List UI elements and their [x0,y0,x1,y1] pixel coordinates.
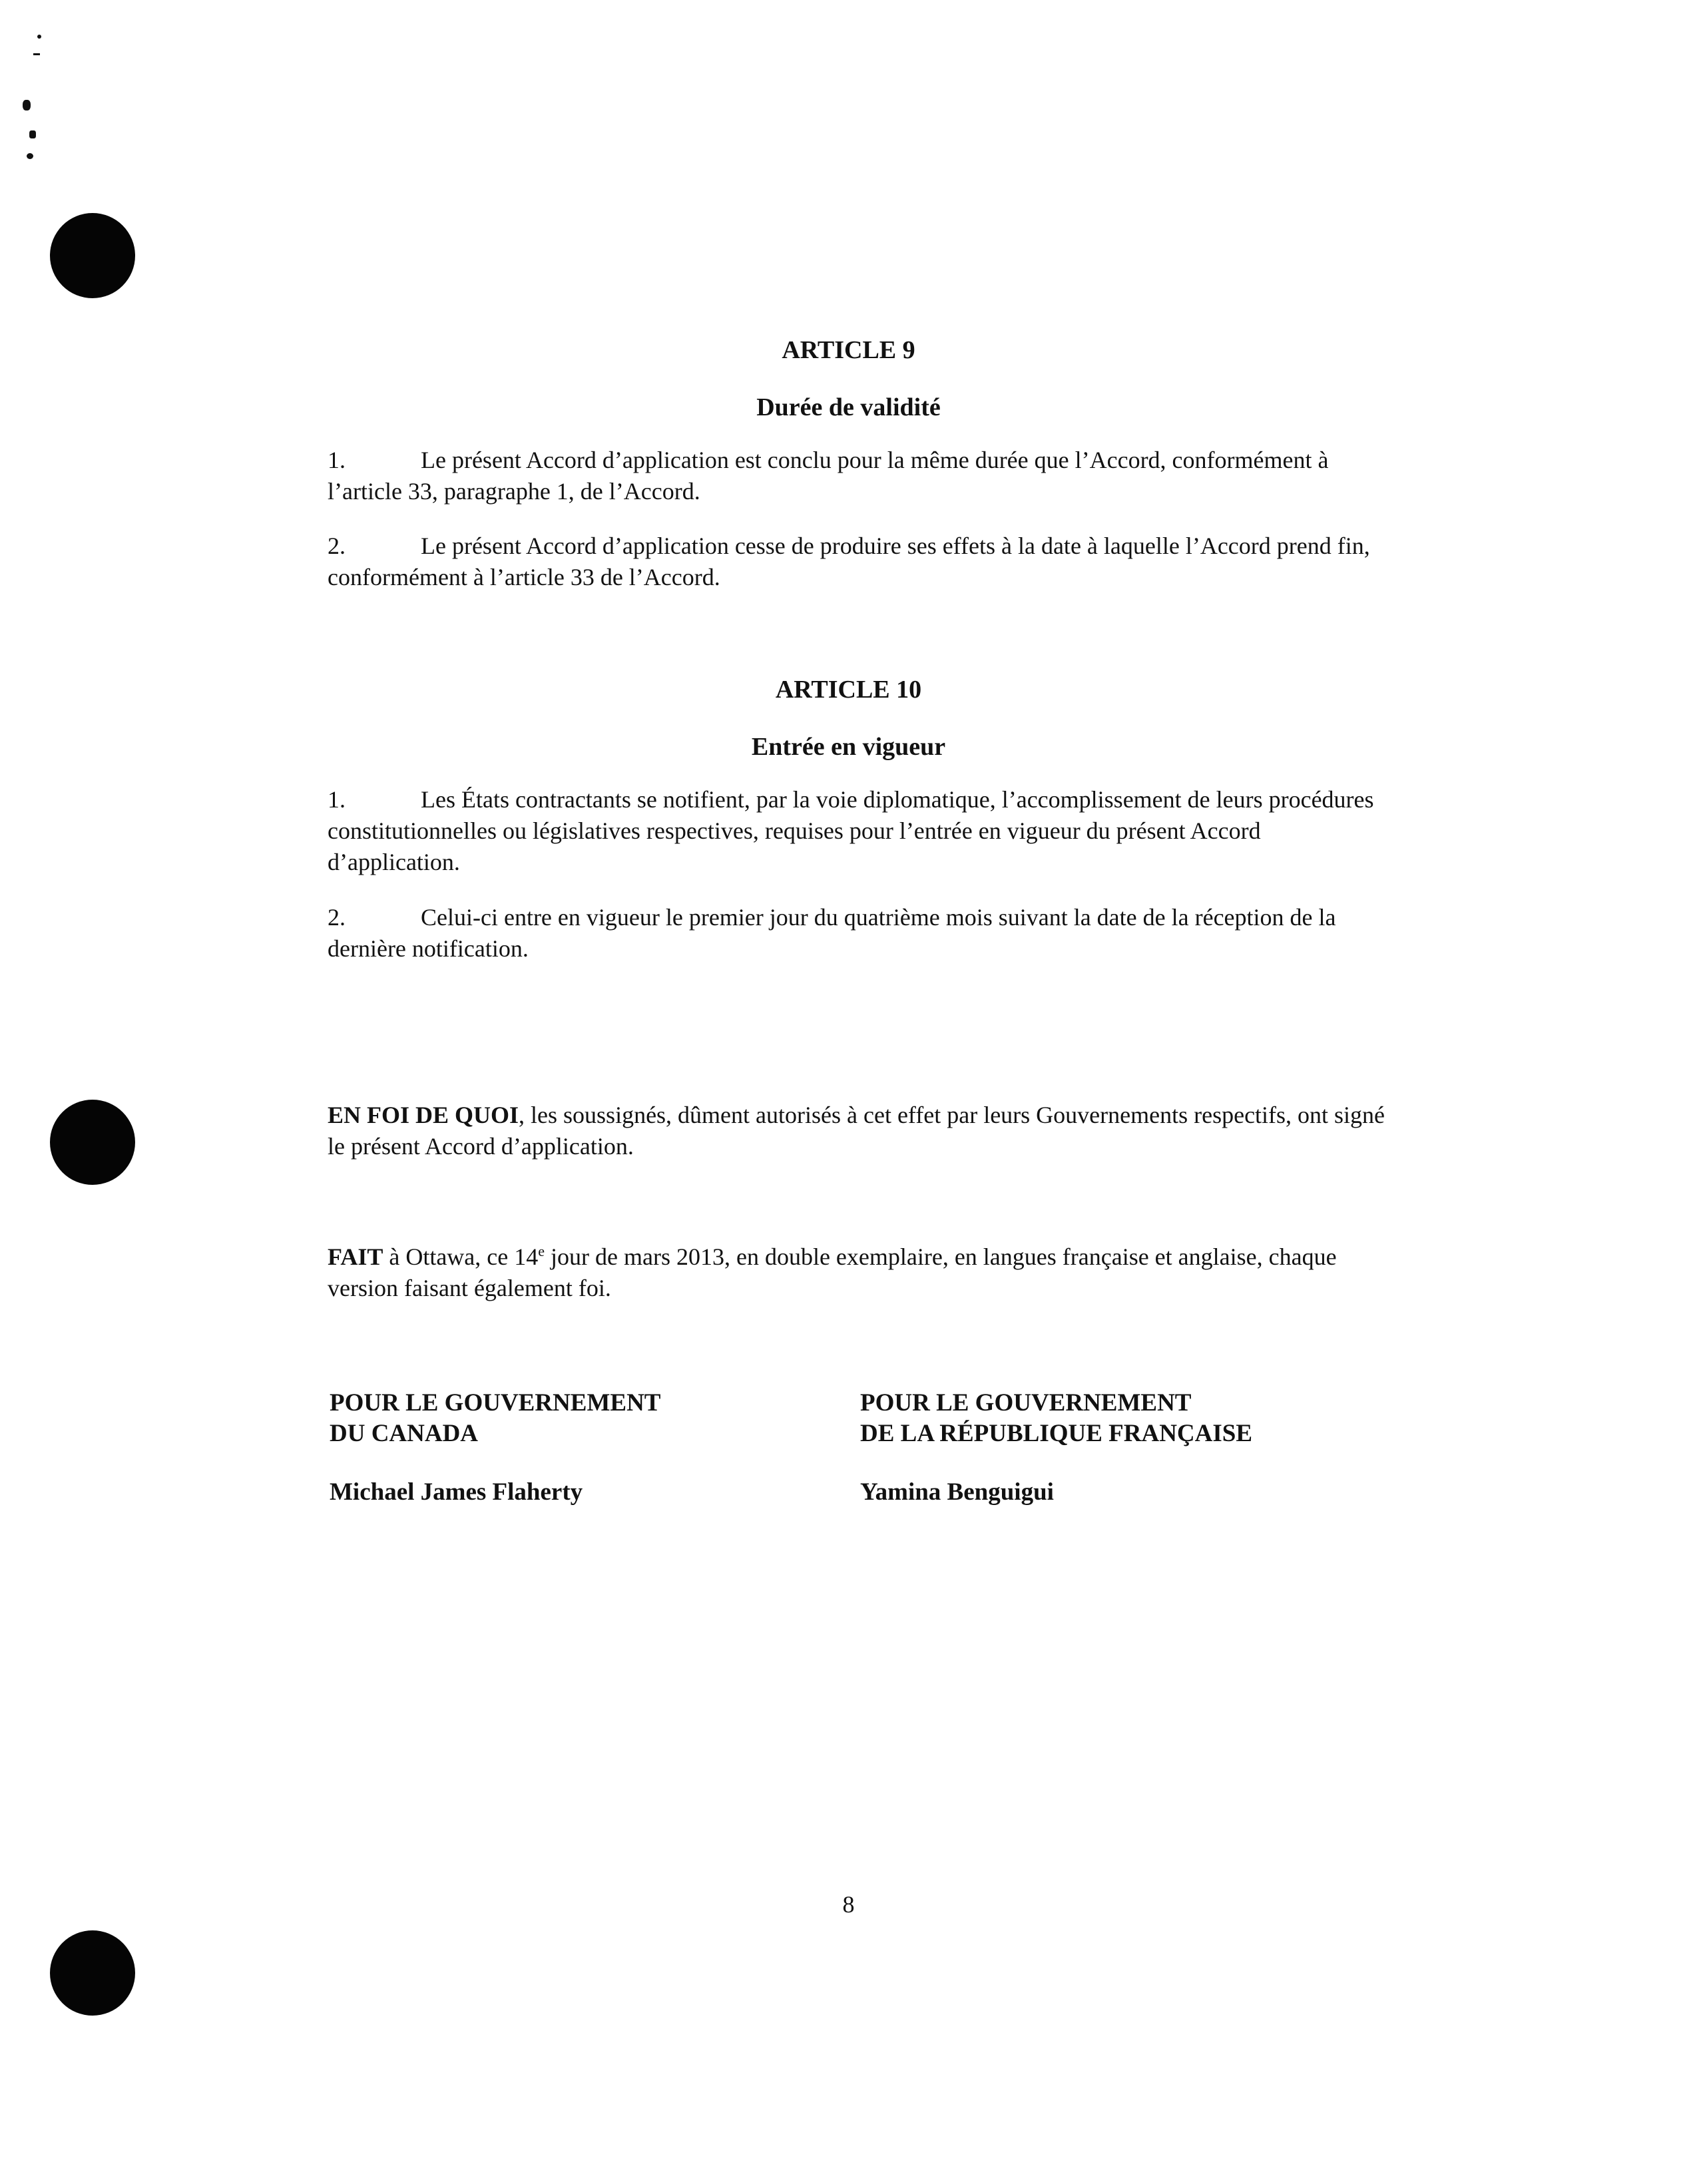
done-superscript: e [538,1243,545,1259]
signature-block-france [860,1388,1252,1508]
article-10-paragraph-1 [328,784,1393,878]
witness-clause [328,1100,1393,1162]
signature-canada-line1: POUR LE GOUVERNEMENT [330,1389,661,1417]
signature-block-canada [330,1388,660,1508]
witness-lead: EN FOI DE QUOI [328,1102,519,1128]
scan-speck [29,130,36,138]
punch-hole-middle [50,1100,135,1185]
article-10-paragraph-2 [328,902,1393,965]
article-10-title: ARTICLE 10 [775,676,922,704]
scan-speck [23,100,31,110]
paragraph-text: Le présent Accord d’application est conclu pour la même durée que l’Accord, conformément à l’article 33, paragraphe 1, de l’Accord. [328,447,1329,505]
paragraph-text: Le présent Accord d’application cesse de produire ses effets à la date à laquelle l’Accord prend fin, conformément à l’article 33 de l’Accord. [328,533,1370,590]
signatory-name-france: Yamina Benguigui [860,1478,1054,1506]
done-text-after: jour de mars 2013, en double exemplaire, en langues française et anglaise, chaque version faisant également foi. [328,1243,1337,1301]
punch-hole-bottom [50,1930,135,2016]
done-text-before: à Ottawa, ce 14 [383,1243,539,1270]
paragraph-number: 1. [328,447,346,473]
witness-text: , les soussignés, dûment autorisés à cet effet par leurs Gouvernements respectifs, ont signé le présent Accord d’application. [328,1102,1385,1160]
article-9-subtitle: Durée de validité [756,393,941,421]
article-10-subtitle: Entrée en vigueur [751,733,946,761]
done-clause [328,1241,1393,1304]
signature-france-line2: DE LA RÉPUBLIQUE FRANÇAISE [860,1420,1253,1447]
signatory-name-canada: Michael James Flaherty [330,1478,583,1506]
paragraph-number: 2. [328,904,346,931]
paragraph-text: Celui-ci entre en vigueur le premier jour du quatrième mois suivant la date de la réception de la dernière notification. [328,904,1336,962]
done-lead: FAIT [328,1243,383,1270]
scan-speck [27,153,33,159]
punch-hole-top [50,213,135,298]
paragraph-number: 1. [328,786,346,813]
article-9-paragraph-1 [328,445,1393,507]
article-9-paragraph-2 [328,531,1393,593]
signature-canada-line2: DU CANADA [330,1420,479,1447]
article-9-title: ARTICLE 9 [782,336,915,364]
scan-speck [37,35,41,39]
page-number: 8 [842,1891,855,1918]
scan-speck [33,53,40,55]
signature-france-line1: POUR LE GOUVERNEMENT [860,1389,1192,1417]
paragraph-number: 2. [328,533,346,559]
paragraph-text: Les États contractants se notifient, par la voie diplomatique, l’accomplissement de leurs procédures constitutionnelles ou législatives respectives, requises pour l’entrée en vigueur du présent Accord d’application. [328,786,1374,875]
